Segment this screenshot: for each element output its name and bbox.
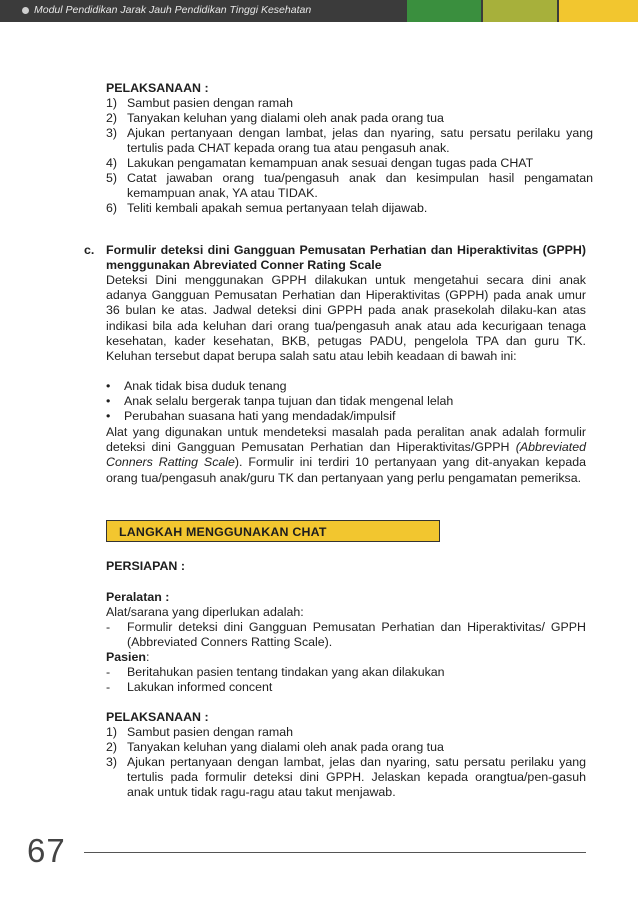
step-number: 5) [106,171,118,185]
list-item-text: Beritahukan pasien tentang tindakan yang akan dilakukan [127,665,445,679]
step-number: 3) [106,126,118,140]
step-text: Sambut pasien dengan ramah [127,725,294,739]
bullet-icon: • [106,409,111,424]
section-c-bullets [106,379,586,425]
list-item-text: Formulir deteksi dini Gangguan Pemusatan Perhatian dan Hiperaktivitas/ GPPH (Abbreviated Conners Ratting Scale). [127,620,586,650]
section1-steps [106,96,593,221]
step-number: 6) [106,201,118,215]
step-number: 2) [106,111,118,125]
section2-steps [106,725,593,805]
list-item [106,394,586,409]
list-item [106,379,586,394]
bullet-dot-icon [22,7,29,14]
pasien-list [106,665,586,695]
header-color-bar-yellow [559,0,638,22]
pasien-heading-line [106,650,149,665]
step-text: Tanyakan keluhan yang dialami oleh anak pada orang tua [127,111,444,125]
step-text: Teliti kembali apakah semua pertanyaan telah dijawab. [127,201,428,215]
bullet-text: Anak selalu bergerak tanpa tujuan dan tidak mengenal lelah [124,394,454,409]
step-number: 1) [106,725,118,739]
header-color-bar-olive [483,0,557,22]
pasien-colon: : [145,650,150,664]
bullet-icon: • [106,394,111,409]
step-text: Sambut pasien dengan ramah [127,96,294,110]
section-c-tools [106,425,586,486]
dash-icon: - [106,665,111,679]
step-number: 3) [106,755,118,769]
step-text: Catat jawaban orang tua/pengasuh anak dan kesimpulan hasil pengamatan kemampuan anak, YA atau TIDAK. [127,171,593,201]
peralatan-intro: Alat/sarana yang diperlukan adalah: [106,605,304,619]
list-item [106,665,586,680]
step-text: Lakukan pengamatan kemampuan anak sesuai dengan tugas pada CHAT [127,156,534,170]
section-c-intro: Deteksi Dini menggunakan GPPH dilakukan untuk mengetahui secara dini anak adanya Gangguan Pemusatan Perhatian dan Hiperaktivitas (GPPH) pada anak umur 36 bulan ke atas. Jadwal deteksi dini GPPH pada anak prasekolah dilaku-kan atas indikasi bila ada keluhan dari orang tua/pengasuh anak atau ada kecurigaan tenaga kesehatan, kader kesehatan, BKB, petugas PADU, pengelola TPA dan guru TK. Keluhan tersebut dapat berupa salah satu atau lebih keadaan di bawah ini: [106,273,586,364]
list-item [106,620,586,650]
steps-banner: LANGKAH MENGGUNAKAN CHAT [106,520,440,542]
section-c-label: c. [84,243,95,257]
step-text: Tanyakan keluhan yang dialami oleh anak pada orang tua [127,740,444,754]
step-number: 1) [106,96,118,110]
dash-icon: - [106,680,111,695]
tools-italic-text: (Abbreviated Conners Ratting Scale [106,440,586,470]
list-item [106,409,586,424]
persiapan-heading: PERSIAPAN : [106,559,185,573]
pasien-heading: Pasien [106,650,146,664]
section2-heading: PELAKSANAAN : [106,710,209,724]
page-number: 67 [27,832,66,869]
bullet-text: Anak tidak bisa duduk tenang [124,379,287,393]
section1-heading: PELAKSANAAN : [106,81,209,95]
section-c-title: Formulir deteksi dini Gangguan Pemusatan Perhatian dan Hiperaktivitas (GPPH) menggunakan Abreviated Conner Rating Scale [106,243,586,273]
peralatan-heading: Peralatan : [106,590,170,604]
tools-text: Alat yang digunakan untuk mendeteksi masalah pada peralitan anak adalah formulir deteksi dini Gangguan Pemusatan Perhatian dan Hiperaktivitas/GPPH [106,425,586,455]
dash-icon: - [106,620,111,634]
footer-rule [84,852,586,853]
header-title: Modul Pendidikan Jarak Jauh Pendidikan Tinggi Kesehatan [34,4,312,16]
page-header [0,0,638,22]
step-number: 4) [106,156,118,170]
step-text: Ajukan pertanyaan dengan lambat, jelas dan nyaring, satu persatu perilaku yang tertulis pada CHAT kepada orang tua atau pengasuh anak. [127,126,593,156]
tools-text-end: ). Formulir ini terdiri 10 pertanyaan yang dit-anyakan kepada orang tua/pengasuh anak/guru TK dan pertanyaan yang perlu pengamatan pemeriksa. [106,455,586,485]
header-color-bar-green [407,0,481,22]
peralatan-list [106,620,586,650]
bullet-icon: • [106,379,111,393]
step-text: Ajukan pertanyaan dengan lambat, jelas dan nyaring, satu persatu perilaku yang tertulis pada formulir deteksi dini GPPH. Jelaskan kepada orangtua/pen-gasuh anak untuk tidak ragu-ragu atau takut menjawab. [127,755,586,800]
step-number: 2) [106,740,118,754]
bullet-text: Perubahan suasana hati yang mendadak/impulsif [124,409,396,424]
list-item-text: Lakukan informed concent [127,680,273,695]
list-item [106,680,586,695]
